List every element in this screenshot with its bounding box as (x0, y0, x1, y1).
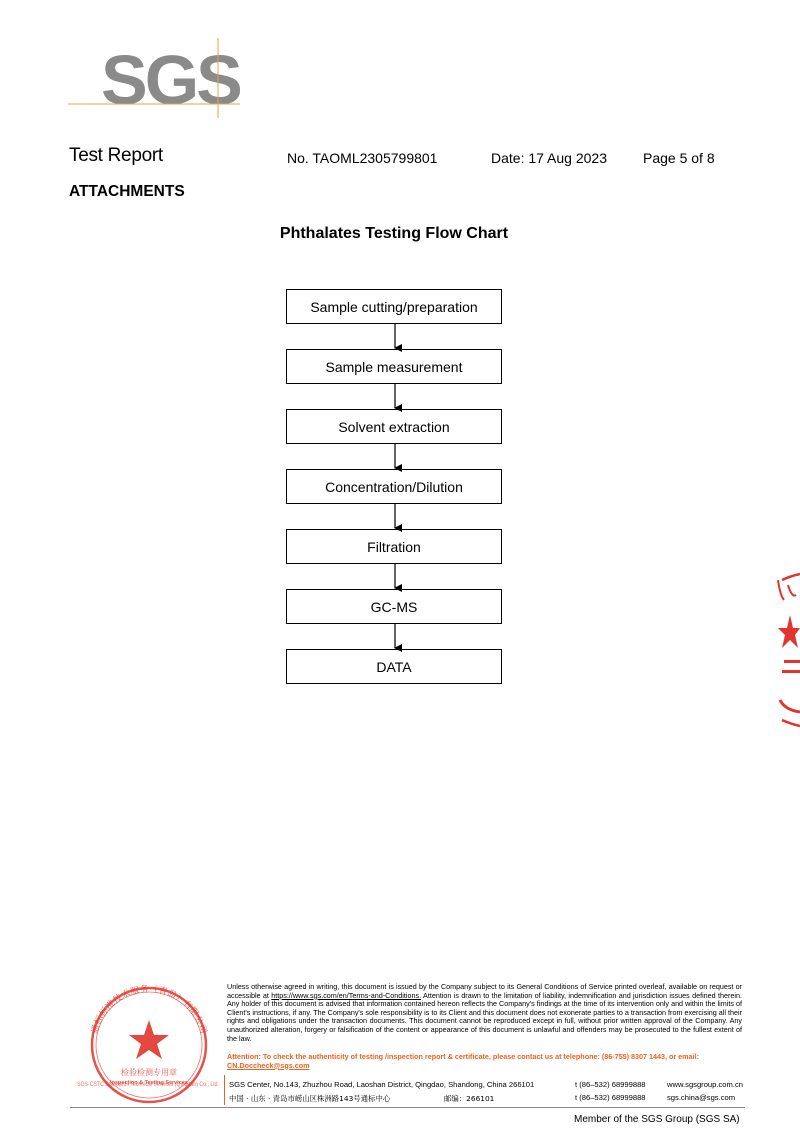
terms-link[interactable]: https://www.sgs.com/en/Terms-and-Conditions. (271, 990, 422, 1000)
sgs-logo (68, 38, 243, 118)
flow-step-solvent-extraction: Solvent extraction (286, 409, 502, 444)
email-link[interactable]: sgs.china@sgs.com (667, 1093, 736, 1102)
website-link[interactable]: www.sgsgroup.com.cn (667, 1080, 743, 1089)
member-statement: Member of the SGS Group (SGS SA) (574, 1114, 740, 1125)
disclaimer-text-rest: Attention is drawn to the limitation of liability, indemnification and jurisdiction issues defined therein. Any holder of this document is advised that information contained hereon reflects the Company's findings at the time of its intervention only and within the limits of Client's instructions, if any. The Company's sole responsibility is to its Client and this document does not exonerate parties to a transaction from exercising all their rights and obligations under the transaction documents. This document cannot be reproduced except in full, without prior written approval of the Company. Any unauthorized alteration, forgery or falsification of the content or appearance of this document is unlawful and offenders may be prosecuted to the fullest extent of the law. (227, 990, 743, 1043)
telephone-2: t (86–532) 68999888 (575, 1093, 646, 1102)
report-date: Date: 17 Aug 2023 (491, 150, 607, 166)
flow-chart-title: Phthalates Testing Flow Chart (279, 225, 509, 242)
partial-stamp-edge (770, 570, 800, 730)
address-chinese: 中国 · 山东 · 青岛市崂山区株洲路143号通标中心 (229, 1094, 391, 1103)
telephone: t (86–532) 68999888 (575, 1080, 646, 1089)
footer-divider (224, 1075, 225, 1105)
seal-text-top: 通标标准技术服务（青岛）有限公司 (90, 984, 208, 1035)
flow-step-data: DATA (286, 649, 502, 684)
company-seal-stamp (74, 975, 224, 1105)
report-title: Test Report (69, 145, 163, 166)
postcode: 邮编：266101 (444, 1094, 495, 1103)
page-number: Page 5 of 8 (643, 150, 715, 166)
seal-star-icon (129, 1020, 169, 1059)
authenticity-notice (227, 1053, 747, 1070)
seal-text-bottom: SGS-CSTC Standards Technical Services (Qingdao) Co., Ltd. (77, 1081, 220, 1088)
footer-rule (70, 1107, 745, 1108)
section-title: ATTACHMENTS (69, 183, 185, 200)
flow-step-gc-ms: GC-MS (286, 589, 502, 624)
seal-text-en: Inspection & Testing Services (110, 1080, 188, 1086)
flow-step-concentration: Concentration/Dilution (286, 469, 502, 504)
report-number: No. TAOML2305799801 (287, 150, 438, 166)
doccheck-email-link[interactable]: CN.Doccheck@sgs.com (227, 1060, 310, 1070)
flow-step-sample-cutting: Sample cutting/preparation (286, 289, 502, 324)
disclaimer-text: Unless otherwise agreed in writing, this document is issued by the Company subject to its General Conditions of Service printed overleaf, available on request or accessible at (227, 982, 742, 1000)
flow-step-sample-measurement: Sample measurement (286, 349, 502, 384)
flow-step-filtration: Filtration (286, 529, 502, 564)
legal-disclaimer (227, 983, 742, 1043)
sgs-logo-text: SGS (101, 41, 240, 118)
seal-text-mid: 检验检测专用章 (121, 1068, 177, 1077)
address-english: SGS Center, No.143, Zhuzhou Road, Laoshan District, Qingdao, Shandong, China 266101 (229, 1080, 535, 1089)
attention-text: Attention: To check the authenticity of testing /inspection report & certificate, please contact us at telephone: (86-755) 8307 1443, or email: (227, 1052, 699, 1061)
